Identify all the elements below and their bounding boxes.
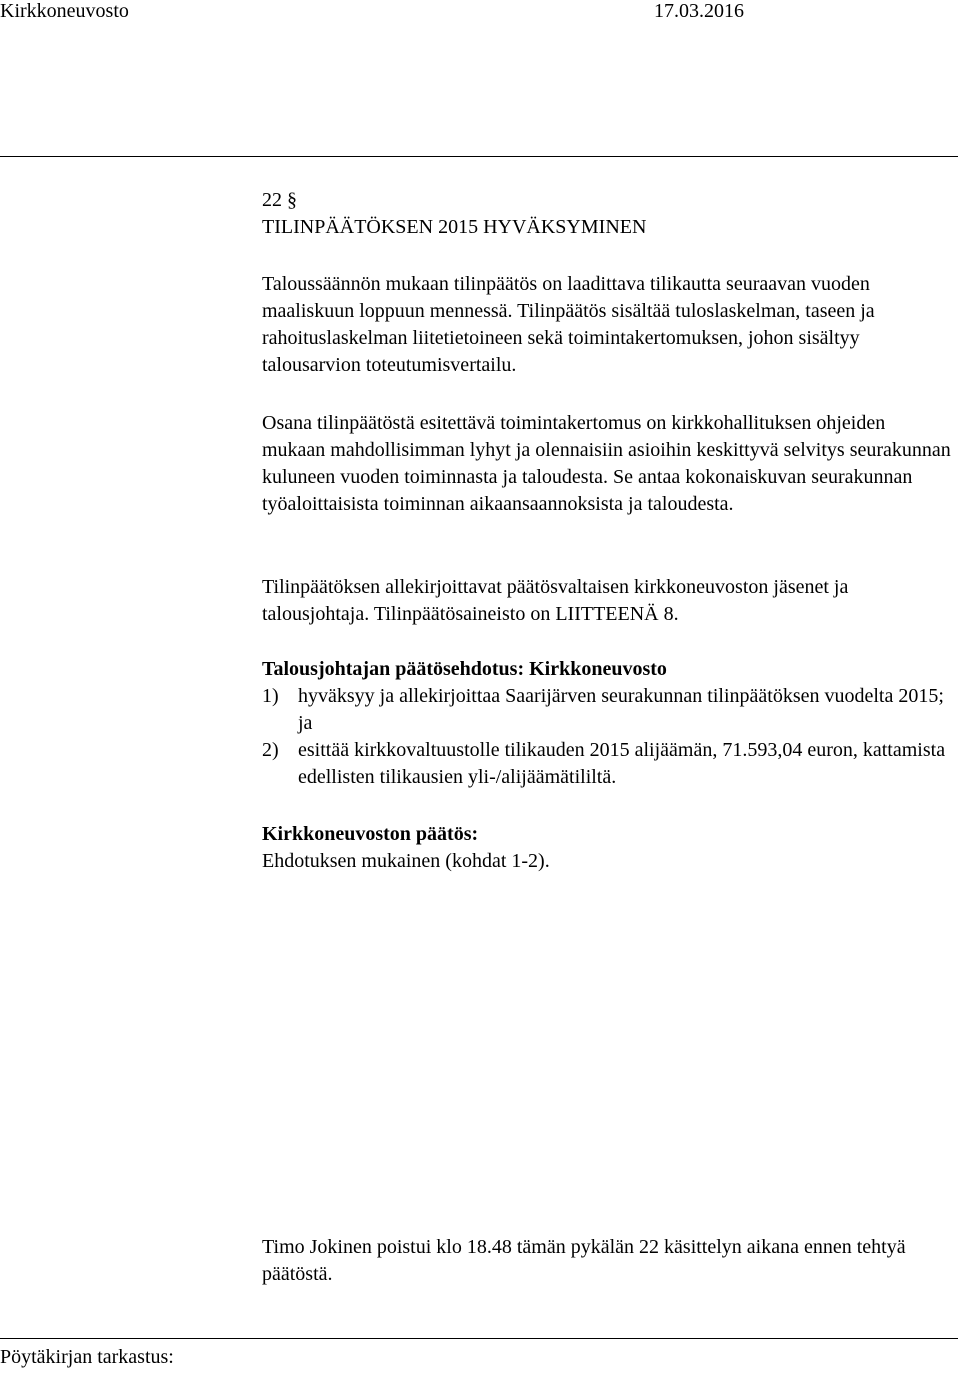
- section-title: TILINPÄÄTÖKSEN 2015 HYVÄKSYMINEN: [262, 216, 647, 238]
- paragraph-3: [262, 574, 952, 628]
- note: [262, 1234, 952, 1288]
- proposal: [262, 656, 952, 791]
- list-item-text: hyväksyy ja allekirjoittaa Saarijärven seurakunnan tilinpäätöksen vuodelta 2015; ja: [298, 685, 944, 734]
- proposal-heading: Talousjohtajan päätösehdotus: Kirkkoneuvosto: [262, 658, 667, 680]
- paragraph-2: [262, 410, 952, 518]
- meeting-date: 17.03.2016: [654, 0, 744, 22]
- header-rule: [0, 156, 958, 157]
- section-heading: [262, 187, 952, 241]
- decision-text: Ehdotuksen mukainen (kohdat 1-2).: [262, 850, 550, 872]
- decision: [262, 821, 952, 875]
- list-item-number: 1): [262, 685, 279, 707]
- paragraph-text: Tilinpäätöksen allekirjoittavat päätösvaltaisen kirkkoneuvoston jäsenet ja talousjohtaja. Tilinpäätösaineisto on LIITTEENÄ 8.: [262, 576, 849, 625]
- note-text: Timo Jokinen poistui klo 18.48 tämän pykälän 22 käsittelyn aikana ennen tehtyä päätöstä.: [262, 1236, 906, 1285]
- paragraph-1: [262, 271, 952, 379]
- review-label: Pöytäkirjan tarkastus:: [0, 1346, 174, 1368]
- list-item: [262, 683, 952, 737]
- list-item-number: 2): [262, 739, 279, 761]
- list-item: [262, 737, 952, 791]
- decision-heading: Kirkkoneuvoston päätös:: [262, 823, 479, 845]
- footer-rule: [0, 1338, 958, 1339]
- section-number: 22 §: [262, 189, 297, 211]
- paragraph-text: Taloussäännön mukaan tilinpäätös on laadittava tilikautta seuraavan vuoden maaliskuun loppuun mennessä. Tilinpäätös sisältää tuloslaskelman, taseen ja rahoituslaskelman liitetietoineen sekä toimintakertomuksen, johon sisältyy talousarvion toteutumisvertailu.: [262, 273, 875, 376]
- organization-name: Kirkkoneuvosto: [0, 0, 129, 22]
- proposal-list: [262, 683, 952, 791]
- paragraph-text: Osana tilinpäätöstä esitettävä toimintakertomus on kirkkohallituksen ohjeiden mukaan mahdollisimman lyhyt ja olennaisiin asioihin keskittyvä selvitys seurakunnan kuluneen vuoden toiminnasta ja taloudesta. Se antaa kokonaiskuvan seurakunnan työaloittaisista toiminnan aikaansaannoksista ja taloudesta.: [262, 412, 951, 515]
- list-item-text: esittää kirkkovaltuustolle tilikauden 2015 alijäämän, 71.593,04 euron, kattamista edellisten tilikausien yli-/alijäämätililtä.: [298, 739, 946, 788]
